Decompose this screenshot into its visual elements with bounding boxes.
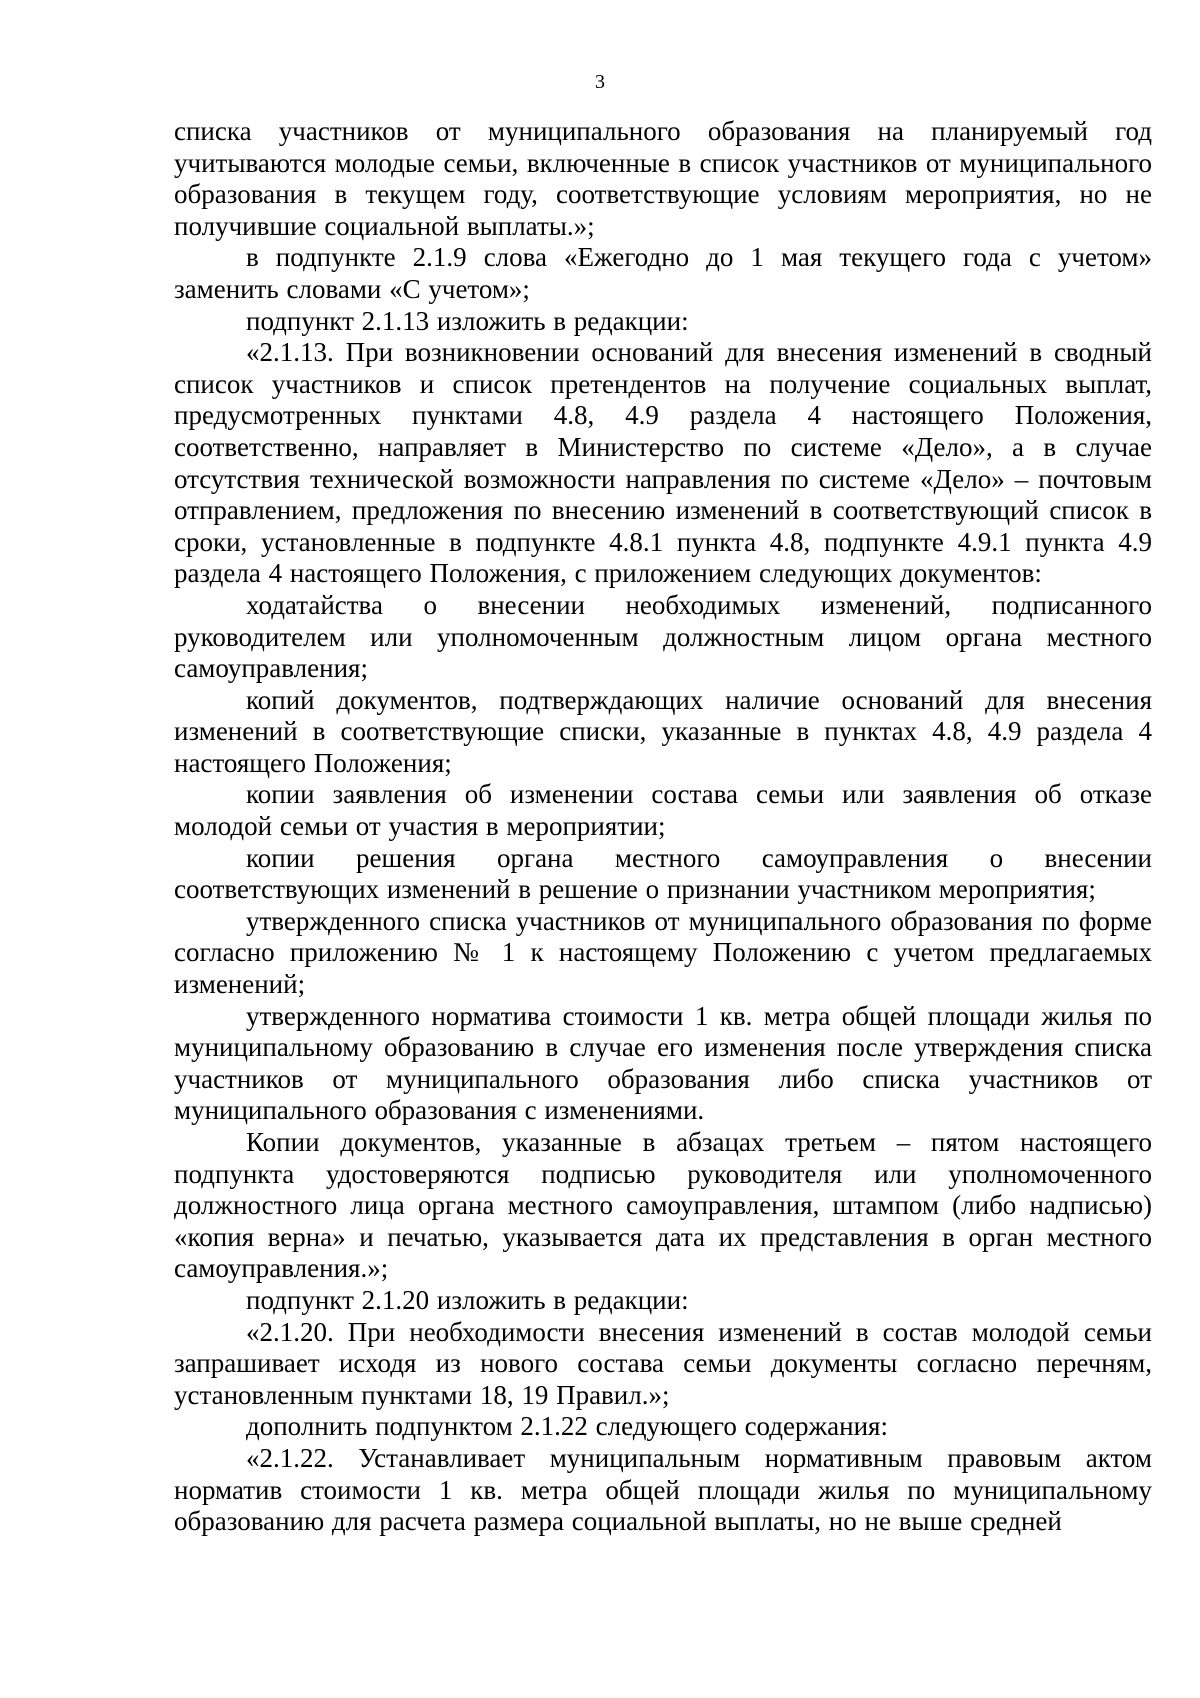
paragraph: утвержденного норматива стоимости 1 кв. метра общей площади жилья по муниципальному образованию в случае его изменения после утверждения списка участников от муниципального образования либо списка участников от муниципального образования с изменениями. [174,1000,1152,1126]
paragraph: «2.1.22. Устанавливает муниципальным нормативным правовым актом норматив стоимости 1 кв. метра общей площади жилья по муниципальному образованию для расчета размера социальной выплаты, но не выше средней [174,1442,1152,1537]
paragraph: «2.1.13. При возникновении оснований для внесения изменений в сводный список участников и список претендентов на получение социальных выплат, предусмотренных пунктами 4.8, 4.9 раздела 4 настоящего Положения, соответственно, направляет в Министерство по системе «Дело», а в случае отсутствия технической возможности направления по системе «Дело» – почтовым отправлением, предложения по внесению изменений в соответствующий список в сроки, установленные в подпункте 4.8.1 пункта 4.8, подпункте 4.9.1 пункта 4.9 раздела 4 настоящего Положения, с приложением следующих документов: [174,337,1152,589]
paragraph: подпункт 2.1.13 изложить в редакции: [246,305,689,336]
paragraph: копии заявления об изменении состава семьи или заявления об отказе молодой семьи от участия в мероприятии; [174,779,1152,842]
paragraph: утвержденного списка участников от муниципального образования по форме согласно приложению № 1 к настоящему Положению с учетом предлагаемых изменений; [174,905,1152,1000]
paragraph: подпункт 2.1.20 изложить в редакции: [246,1284,689,1315]
paragraph: дополнить подпунктом 2.1.22 следующего содержания: [246,1411,888,1442]
document-body [174,116,1152,1538]
paragraph: в подпункте 2.1.9 слова «Ежегодно до 1 мая текущего года с учетом» заменить словами «С учетом»; [174,242,1152,304]
paragraph: ходатайства о внесении необходимых изменений, подписанного руководителем или уполномоченным должностным лицом органа местного самоуправления; [174,589,1152,684]
paragraph: копий документов, подтверждающих наличие оснований для внесения изменений в соответствующие списки, указанные в пунктах 4.8, 4.9 раздела 4 настоящего Положения; [174,684,1152,778]
paragraph: копии решения органа местного самоуправления о внесении соответствующих изменений в решение о признании участником мероприятия; [174,842,1152,905]
paragraph: Копии документов, указанные в абзацах третьем – пятом настоящего подпункта удостоверяются подписью руководителя или уполномоченного должностного лица органа местного самоуправления, штампом (либо надписью) «копия верна» и печатью, указывается дата их представления в орган местного самоуправления.»; [174,1127,1152,1284]
page-number: 3 [595,71,605,93]
paragraph: списка участников от муниципального образования на планируемый год учитываются молодые семьи, включенные в список участников от муниципального образования в текущем году, соответствующие условиям мероприятия, но не получившие социальной выплаты.»; [174,116,1152,241]
paragraph: «2.1.20. При необходимости внесения изменений в состав молодой семьи запрашивает исходя из нового состава семьи документы согласно перечням, установленным пунктами 18, 19 Правил.»; [174,1316,1152,1410]
